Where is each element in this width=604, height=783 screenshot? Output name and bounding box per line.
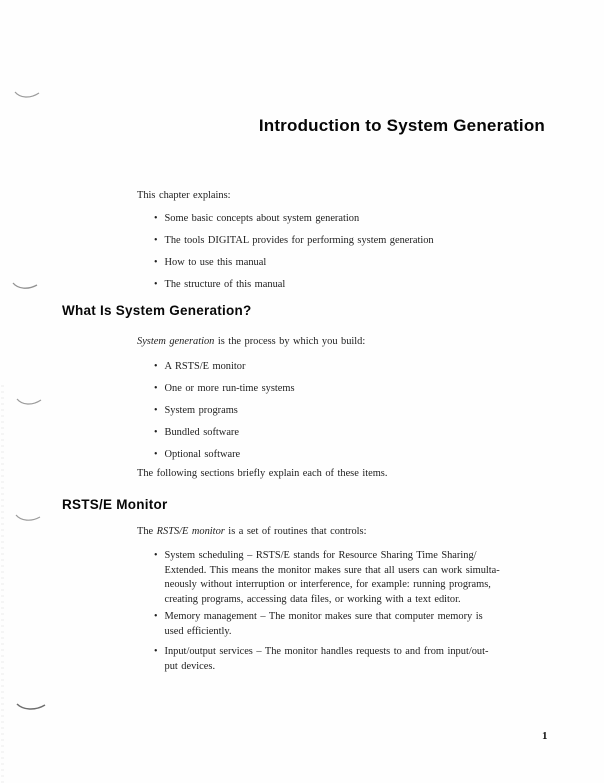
lead-rest: is a set of routines that controls:: [224, 526, 367, 537]
bullet-icon: •: [154, 279, 158, 290]
paragraph-line: used efficiently.: [164, 625, 232, 637]
paragraph-line: Extended. This means the monitor makes sure that all users can work simulta-: [164, 564, 500, 576]
lead-rest: is the process by which you build:: [214, 336, 366, 347]
section1-lead: [137, 335, 365, 348]
section-heading-what-is-system-generation: What Is System Generation?: [62, 303, 252, 318]
bullet-item: [154, 448, 240, 461]
bullet-item: [154, 278, 285, 291]
intro-lead: This chapter explains:: [137, 190, 231, 201]
bullet-item: [154, 426, 239, 439]
paragraph-line: neously without interruption or interference, for example: running programs,: [164, 579, 491, 590]
bullet-icon: •: [154, 427, 158, 438]
lead-pre: The: [137, 526, 157, 537]
paragraph-line: creating programs, accessing data files, or working with a text editor.: [164, 593, 461, 605]
bullet-paragraph: [165, 610, 547, 639]
bullet-text: The tools DIGITAL provides for performing system generation: [164, 235, 434, 246]
bullet-icon: •: [154, 449, 158, 460]
binding-curl-mark: [14, 90, 40, 100]
bullet-icon: •: [154, 361, 158, 372]
lead-italic-term: System generation: [137, 336, 215, 347]
binding-curl-mark: [16, 702, 46, 712]
bullet-item: [154, 382, 295, 395]
bullet-text: System programs: [164, 405, 238, 416]
paragraph-line: Input/output services – The monitor handles requests to and from input/out-: [164, 646, 489, 657]
bullet-item: [154, 549, 547, 607]
bullet-icon: •: [154, 383, 158, 394]
binding-curl-mark: [16, 397, 42, 407]
section1-closing: The following sections briefly explain each of these items.: [137, 468, 388, 479]
page-title: Introduction to System Generation: [258, 116, 545, 135]
binding-curl-mark: [15, 513, 41, 523]
paragraph-line: Memory management – The monitor makes sure that computer memory is: [164, 611, 483, 622]
bullet-paragraph: [165, 549, 547, 607]
bullet-paragraph: [165, 645, 547, 674]
bullet-icon: •: [154, 213, 158, 224]
section-heading-rstse-monitor: RSTS/E Monitor: [62, 497, 168, 512]
bullet-item: [154, 212, 359, 225]
section2-lead: [137, 525, 366, 538]
bullet-text: The structure of this manual: [164, 279, 286, 290]
scan-noise-artifact: [1, 385, 4, 783]
paragraph-line: System scheduling – RSTS/E stands for Resource Sharing Time Sharing/: [164, 550, 477, 561]
bullet-icon: •: [154, 257, 158, 268]
bullet-text: Bundled software: [164, 427, 239, 438]
bullet-text: One or more run-time systems: [164, 383, 295, 394]
paragraph-line: put devices.: [164, 660, 216, 672]
bullet-item: [154, 404, 238, 417]
lead-italic-term: RSTS/E monitor: [156, 526, 225, 537]
binding-curl-mark: [12, 281, 38, 291]
bullet-icon: •: [154, 611, 158, 622]
bullet-text: Optional software: [164, 449, 241, 460]
bullet-icon: •: [154, 405, 158, 416]
bullet-item: [154, 234, 434, 247]
page-number: 1: [542, 730, 548, 742]
bullet-icon: •: [154, 235, 158, 246]
bullet-icon: •: [154, 646, 158, 657]
bullet-item: [154, 256, 266, 269]
bullet-text: Some basic concepts about system generation: [164, 213, 360, 224]
bullet-item: [154, 645, 547, 674]
bullet-text: A RSTS/E monitor: [164, 361, 246, 372]
bullet-item: [154, 360, 245, 373]
bullet-text: How to use this manual: [164, 257, 267, 268]
bullet-icon: •: [154, 550, 158, 561]
bullet-item: [154, 610, 547, 639]
